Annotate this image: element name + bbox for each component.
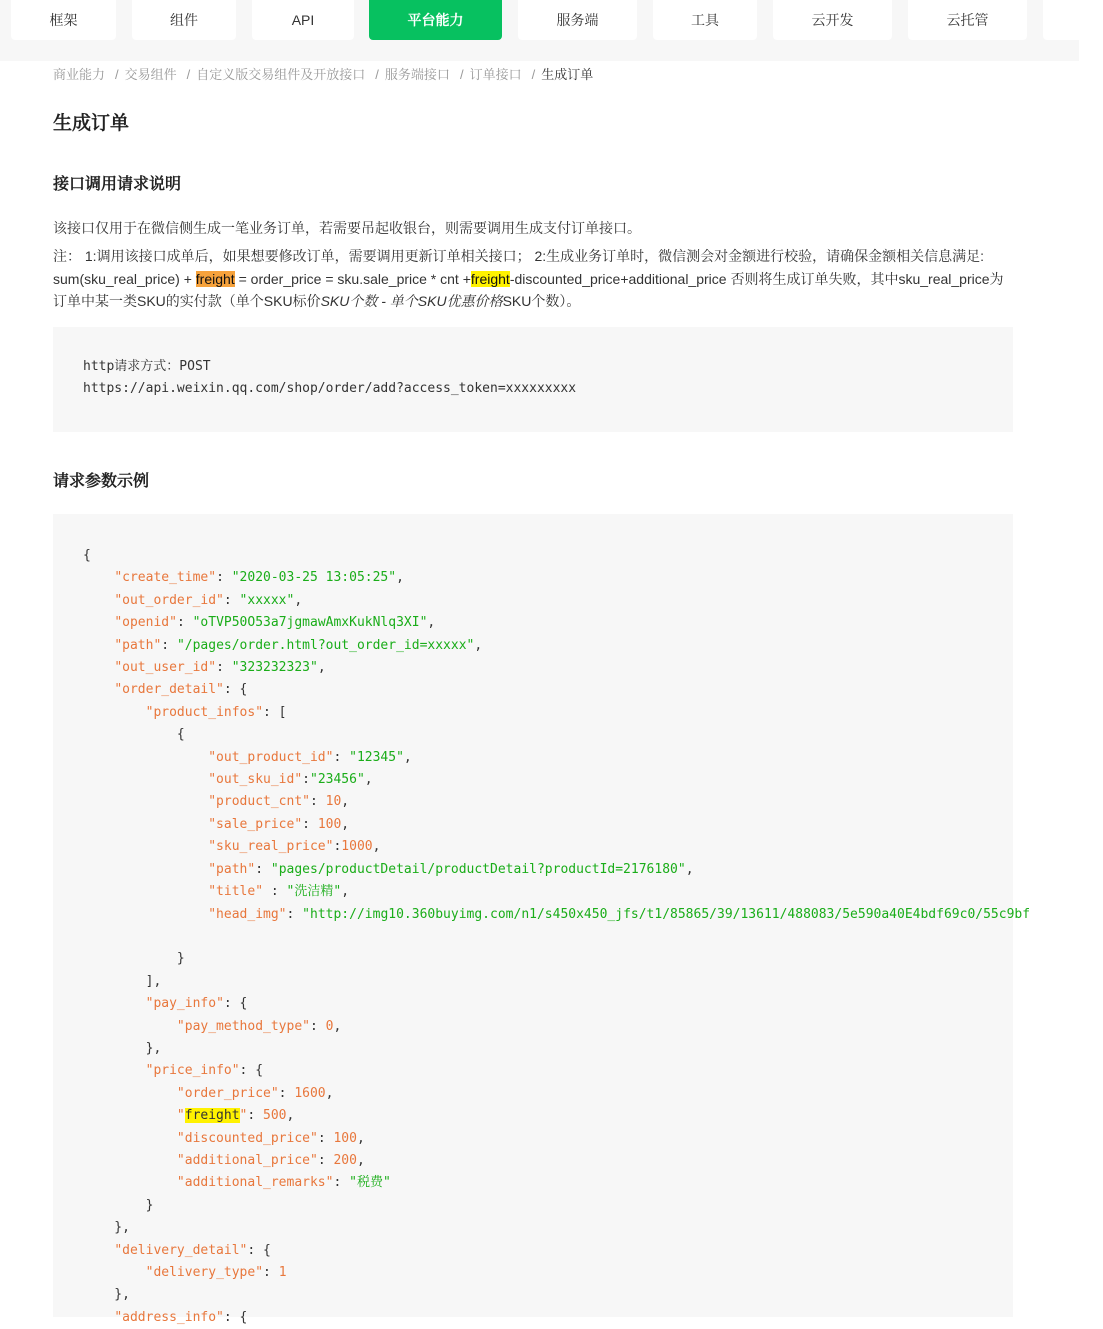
top-nav	[0, 0, 1079, 61]
code-value: 1000	[341, 839, 373, 855]
code-value: 0	[325, 1018, 334, 1034]
tab-framework[interactable]: 框架	[11, 0, 116, 40]
section-title-request: 接口调用请求说明	[53, 176, 182, 193]
breadcrumb-item[interactable]: 订单接口	[469, 67, 522, 82]
breadcrumb-item[interactable]: 自定义版交易组件及开放接口	[196, 67, 366, 82]
code-value: 500	[263, 1108, 287, 1124]
section-title-example: 请求参数示例	[53, 473, 150, 490]
http-method-line: http请求方式：POST	[83, 359, 211, 374]
breadcrumb-separator: /	[186, 67, 191, 82]
tab-api[interactable]: API	[252, 0, 354, 40]
http-request-code	[53, 327, 1013, 432]
code-value: 12345	[356, 749, 397, 765]
breadcrumb-separator: /	[375, 67, 379, 82]
breadcrumb	[53, 66, 593, 84]
code-value: 100	[317, 816, 342, 832]
breadcrumb-item[interactable]: 服务端接口	[384, 67, 450, 82]
code-value: xxxxx	[247, 592, 287, 608]
code-value: http://img10.360buyimg.com/n1/s450x450_jfs/t1/85865/39/13611/488083/5e590a40E4bdf69c0/55c9bf	[310, 906, 1031, 922]
http-url-line: https://api.weixin.qq.com/shop/order/add?access_token=xxxxxxxxx	[83, 381, 577, 397]
note-part: -discounted_price+additional_price 否则将生成订单失败，其中sku_real_price为订单中某一类SKU的实付款（单个SKU标价	[53, 270, 1004, 309]
code-value: 洗洁精	[294, 884, 334, 900]
breadcrumb-item[interactable]: 商业能力	[53, 67, 106, 82]
tab-server[interactable]: 服务端	[518, 0, 637, 40]
code-value: /pages/order.html?out_order_id=xxxxx	[184, 637, 467, 653]
freight-highlight: freight	[470, 270, 510, 287]
code-value: 2020-03-25 13:05:25	[239, 570, 389, 586]
note-text	[53, 245, 1013, 313]
tab-cloud-hosting[interactable]: 云托管	[908, 0, 1027, 40]
freight-highlight: freight	[195, 270, 235, 287]
code-value: 100	[333, 1130, 357, 1146]
note-part: = order_price = sku.sale_price * cnt +	[234, 270, 471, 287]
tab-platform-capability[interactable]: 平台能力	[369, 0, 502, 40]
code-value: 1600	[294, 1085, 326, 1101]
page-title: 生成订单	[53, 113, 130, 134]
breadcrumb-separator: /	[531, 67, 536, 82]
breadcrumb-item[interactable]: 交易组件	[124, 67, 177, 82]
code-value: pages/productDetail/productDetail?productId=2176180	[278, 861, 678, 877]
code-value: 200	[333, 1152, 357, 1168]
code-value: 税费	[356, 1175, 383, 1191]
note-italic: SKU个数 - 单个SKU优惠价格	[320, 293, 503, 309]
code-value: 23456	[317, 772, 357, 788]
code-value: 1	[278, 1265, 287, 1280]
tab-cloud-dev[interactable]: 云开发	[773, 0, 892, 40]
note-part: 注： 1:调用该接口成单后，如果想要修改订单，需要调用更新订单相关接口； 2:生成业务订单时，微信测会对金额进行校验，请确保金额相关信息满足: sum(sku_real_price) +	[53, 248, 985, 287]
breadcrumb-separator: /	[115, 67, 119, 82]
note-part: SKU个数）。	[502, 293, 581, 309]
breadcrumb-separator: /	[459, 67, 464, 82]
code-value: 323232323	[239, 660, 310, 676]
code-value: 10	[325, 794, 342, 810]
breadcrumb-current: 生成订单	[541, 67, 594, 82]
tab-tools[interactable]: 工具	[653, 0, 757, 40]
request-example-code: { "create_time": "2020-03-25 13:05:25", "out_order_id": "xxxxx", "openid": "oTVP50O53a7jgmawAmxKukNlq3XI", "path": "/pages/order.html?out_order_id=xxxxx", "out_user_id": "323232323", "order_detail": { "product_infos": [ { "out_product_id": "12345", "out_sku_id":"23456", "product_cnt": 10, "sale_price": 100, "sku_real_price":1000, "path": "pages/productDetail/productDetail?productId=2176180", "title" : "洗洁精", "head_img": "http://img10.360buyimg.com/n1/s450x450_jfs/t1/85865/39/13611/488083/5e590a40E4bdf69c0/55c9bf } ], "pay_info": { "pay_method_type": 0, }, "price_info": { "order_price": 1600, "freight": 500, "discounted_price": 100, "additional_price": 200, "additional_remarks": "税费" } }, "delivery_detail": { "delivery_type": 1 }, "address_info": {	[53, 514, 1013, 1317]
code-value: oTVP50O53a7jgmawAmxKukNlq3XI	[200, 615, 420, 631]
tab-more[interactable]	[1043, 0, 1103, 40]
intro-text: 该接口仅用于在微信侧生成一笔业务订单，若需要吊起收银台，则需要调用生成支付订单接口。	[53, 220, 641, 236]
tab-components[interactable]: 组件	[132, 0, 236, 40]
